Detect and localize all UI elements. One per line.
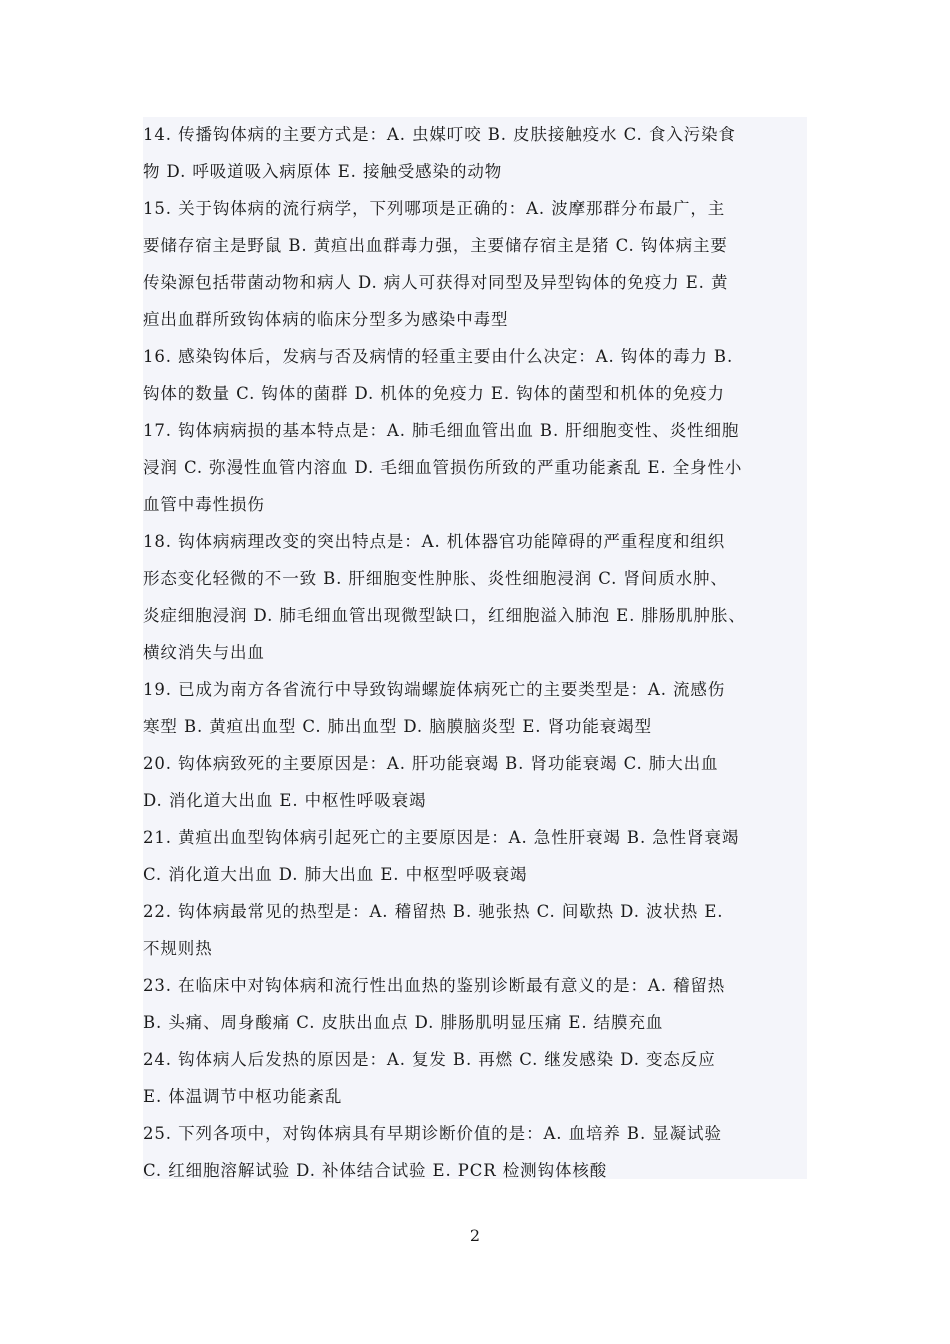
text-line: 不规则热	[143, 939, 213, 958]
text-line: 17. 钩体病病损的基本特点是：A. 肺毛细血管出血 B. 肝细胞变性、炎性细胞	[143, 421, 740, 440]
text-line: 物 D. 呼吸道吸入病原体 E. 接触受感染的动物	[143, 162, 503, 181]
text-line: 寒型 B. 黄疸出血型 C. 肺出血型 D. 脑膜脑炎型 E. 肾功能衰竭型	[143, 717, 652, 736]
text-line: 横纹消失与出血	[143, 643, 265, 662]
text-line: 16. 感染钩体后，发病与否及病情的轻重主要由什么决定：A. 钩体的毒力 B.	[143, 347, 734, 366]
text-line: 钩体的数量 C. 钩体的菌群 D. 机体的免疫力 E. 钩体的菌型和机体的免疫力	[143, 384, 725, 403]
text-line: C. 消化道大出血 D. 肺大出血 E. 中枢型呼吸衰竭	[143, 865, 528, 884]
text-line: 20. 钩体病致死的主要原因是：A. 肝功能衰竭 B. 肾功能衰竭 C. 肺大出血	[143, 754, 719, 773]
text-line: 血管中毒性损伤	[143, 495, 265, 514]
text-line: 要储存宿主是野鼠 B. 黄疸出血群毒力强，主要储存宿主是猪 C. 钩体病主要	[143, 236, 728, 255]
text-line: 15. 关于钩体病的流行病学，下列哪项是正确的：A. 波摩那群分布最广，主	[143, 199, 726, 218]
text-line: 炎症细胞浸润 D. 肺毛细血管出现微型缺口，红细胞溢入肺泡 E. 腓肠肌肿胀、	[143, 606, 746, 625]
text-line: 18. 钩体病病理改变的突出特点是：A. 机体器官功能障碍的严重程度和组织	[143, 532, 726, 551]
page-number: 2	[469, 1226, 481, 1245]
text-line: 形态变化轻微的不一致 B. 肝细胞变性肿胀、炎性细胞浸润 C. 肾间质水肿、	[143, 569, 728, 588]
text-line: 23. 在临床中对钩体病和流行性出血热的鉴别诊断最有意义的是：A. 稽留热	[143, 976, 726, 995]
text-line: 19. 已成为南方各省流行中导致钩端螺旋体病死亡的主要类型是：A. 流感伤	[143, 680, 726, 699]
text-line: 25. 下列各项中，对钩体病具有早期诊断价值的是：A. 血培养 B. 显凝试验	[143, 1124, 722, 1143]
text-line: 疸出血群所致钩体病的临床分型多为感染中毒型	[143, 310, 509, 329]
text-line: B. 头痛、周身酸痛 C. 皮肤出血点 D. 腓肠肌明显压痛 E. 结膜充血	[143, 1013, 664, 1032]
text-line: 21. 黄疸出血型钩体病引起死亡的主要原因是：A. 急性肝衰竭 B. 急性肾衰竭	[143, 828, 740, 847]
text-line: 14. 传播钩体病的主要方式是：A. 虫媒叮咬 B. 皮肤接触疫水 C. 食入污染食	[143, 125, 736, 144]
text-line: E. 体温调节中枢功能紊乱	[143, 1087, 343, 1106]
text-line: D. 消化道大出血 E. 中枢性呼吸衰竭	[143, 791, 427, 810]
text-line: 浸润 C. 弥漫性血管内溶血 D. 毛细血管损伤所致的严重功能紊乱 E. 全身性小	[143, 458, 743, 477]
text-line: 传染源包括带菌动物和病人 D. 病人可获得对同型及异型钩体的免疫力 E. 黄	[143, 273, 729, 292]
question-text-block	[143, 117, 807, 1179]
text-line: C. 红细胞溶解试验 D. 补体结合试验 E. PCR 检测钩体核酸	[143, 1161, 608, 1180]
text-line: 24. 钩体病人后发热的原因是：A. 复发 B. 再燃 C. 继发感染 D. 变态反应	[143, 1050, 716, 1069]
text-line: 22. 钩体病最常见的热型是：A. 稽留热 B. 驰张热 C. 间歇热 D. 波状热 E.	[143, 902, 724, 921]
